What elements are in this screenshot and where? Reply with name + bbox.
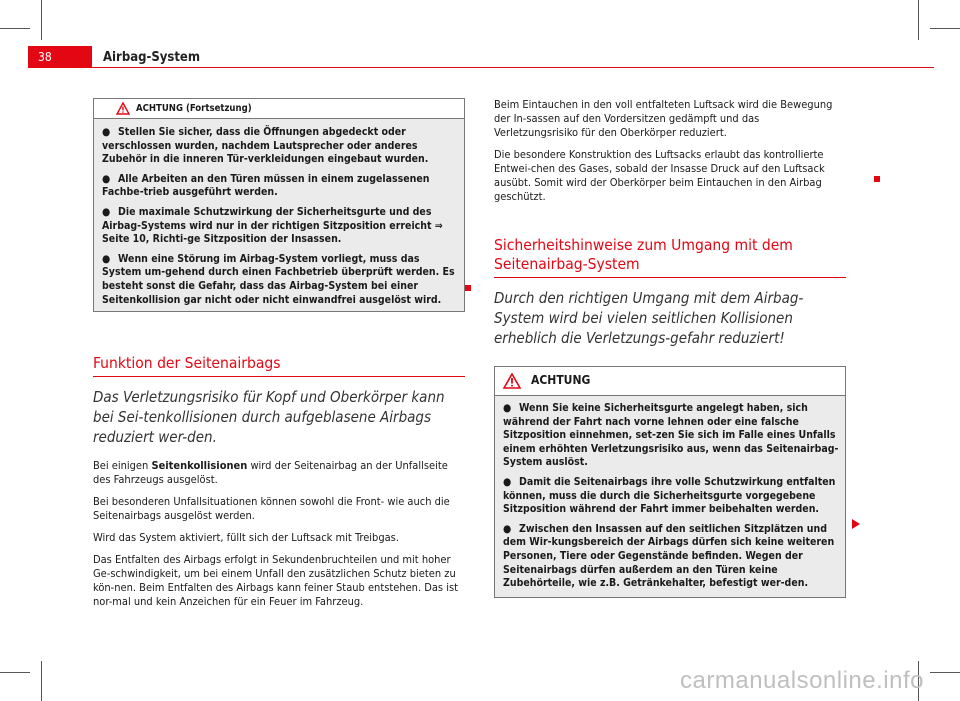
section-title: Sicherheitshinweise zum Umgang mit dem Seitenairbag-System xyxy=(494,236,846,278)
section-title: Funktion der Seitenairbags xyxy=(93,354,465,377)
continue-arrow-icon xyxy=(852,519,860,529)
warning-item xyxy=(503,523,839,591)
warning-item xyxy=(503,476,839,517)
bullet: ● xyxy=(503,522,512,535)
warning-item-text: Damit die Seitenairbags ihre volle Schutzwirkung entfalten können, muss die durch die Sicherheitsgurte vorgegebene Sitzposition während der Fahrt immer beibehalten werden. xyxy=(503,475,836,516)
warning-item xyxy=(102,253,458,307)
warning-item xyxy=(102,206,458,247)
page-number: 38 xyxy=(28,46,92,68)
crop-mark xyxy=(41,661,42,701)
lead-text: Das Verletzungsrisiko für Kopf und Oberkörper kann bei Sei-tenkollisionen durch aufgeblasene Airbags reduziert wer-den. xyxy=(93,388,445,447)
bullet: ● xyxy=(102,205,111,218)
warning-title: ACHTUNG (Fortsetzung) xyxy=(136,102,252,114)
warning-triangle-icon xyxy=(503,373,521,389)
bullet: ● xyxy=(503,475,512,488)
paragraph: Beim Eintauchen in den voll entfalteten Luftsack wird die Bewegung der In-sassen auf den Vordersitzen gedämpft und das Verletzungsrisiko für den Oberkörper reduziert. xyxy=(494,98,833,139)
bullet: ● xyxy=(102,252,111,265)
left-column xyxy=(93,98,465,617)
paragraph: Das Entfalten des Airbags erfolgt in Sekundenbruchteilen und mit hoher Ge-schwindigkeit, um bei einem Unfall den zusätzlichen Schutz bieten zu kön-nen. Beim Entfalten des Airbags kann feiner Staub entstehen. Das ist nor-mal und kein Anzeichen für ein Feuer im Fahrzeug. xyxy=(93,553,459,609)
warning-box xyxy=(494,366,846,598)
bold-term: Seitenkollisionen xyxy=(151,459,248,473)
paragraph: Bei besonderen Unfallsituationen können sowohl die Front- wie auch die Seitenairbags ausgelöst werden. xyxy=(93,495,450,523)
warning-header xyxy=(495,367,845,396)
warning-item xyxy=(102,126,458,167)
crop-mark xyxy=(930,672,960,673)
watermark: carmanualsonline.info xyxy=(680,667,924,694)
paragraph: Die besondere Konstruktion des Luftsacks erlaubt das kontrollierte Entwei-chen des Gases, sobald der Insasse Druck auf den Luftsack ausübt. Somit wird der Oberkörper beim Eintauchen in den Airbag geschützt. xyxy=(494,148,825,203)
warning-item xyxy=(503,402,839,470)
right-column xyxy=(494,98,846,598)
warning-triangle-icon xyxy=(116,102,130,115)
warning-title: ACHTUNG xyxy=(531,373,591,388)
warning-item xyxy=(102,173,458,200)
header-rule xyxy=(92,67,934,68)
page-header xyxy=(0,0,960,68)
warning-box-continued xyxy=(93,98,465,312)
bullet: ● xyxy=(102,172,111,185)
section-end-marker xyxy=(465,285,471,291)
bullet: ● xyxy=(503,402,512,414)
lead-text: Durch den richtigen Umgang mit dem Airbag-System wird bei vielen seitlichen Kollisionen erheblich die Verletzungs-gefahr reduziert! xyxy=(494,289,804,347)
bullet: ● xyxy=(102,126,111,138)
chapter-title: Airbag-System xyxy=(103,50,201,65)
paragraph: Wird das System aktiviert, füllt sich der Luftsack mit Treibgas. xyxy=(93,531,399,545)
section-end-marker xyxy=(874,176,880,182)
warning-item-text: Zwischen den Insassen auf den seitlichen Sitzplätzen und dem Wir-kungsbereich der Airbags dürfen sich keine weiteren Personen, Tiere oder Gegenstände befinden. Wegen der Seitenairbags dürfen außerdem an den Türen keine Zubehörteile, wie z.B. Getränkehalter, befestigt wer-den. xyxy=(503,522,835,590)
warning-item-text: Stellen Sie sicher, dass die Öffnungen abgedeckt oder verschlossen wurden, nachdem Lautsprecher oder anderes Zubehör in die inneren Tür-verkleidungen eingebaut wurden. xyxy=(102,126,429,166)
warning-item-text: Die maximale Schutzwirkung der Sicherheitsgurte und des Airbag-Systems wird nur in der richtigen Sitzposition erreicht ⇒ Seite 10, Richti-ge Sitzposition der Insassen. xyxy=(102,205,443,246)
warning-item-text: Wenn Sie keine Sicherheitsgurte angelegt haben, sich während der Fahrt nach vorne lehnen oder eine falsche Sitzposition einnehmen, set-zen Sie sich im Falle eines Unfalls einem erhöhten Verletzungsrisiko aus, wenn das Seitenairbag-System auslöst. xyxy=(503,402,839,469)
warning-header xyxy=(94,99,464,119)
warning-item-text: Alle Arbeiten an den Türen müssen in einem zugelassenen Fachbe-trieb ausgeführt werden. xyxy=(102,172,430,199)
warning-item-text: Wenn eine Störung im Airbag-System vorliegt, muss das System um-gehend durch einen Fachbetrieb überprüft werden. Es besteht sonst die Gefahr, dass das Airbag-System bei einer Seitenkollision gar nicht oder nicht einwandfrei ausgelöst wird. xyxy=(102,252,455,306)
crop-mark xyxy=(0,672,30,673)
paragraph: Bei einigen Seitenkollisionen wird der Seitenairbag an der Unfallseite des Fahrzeugs ausgelöst. xyxy=(93,459,448,487)
